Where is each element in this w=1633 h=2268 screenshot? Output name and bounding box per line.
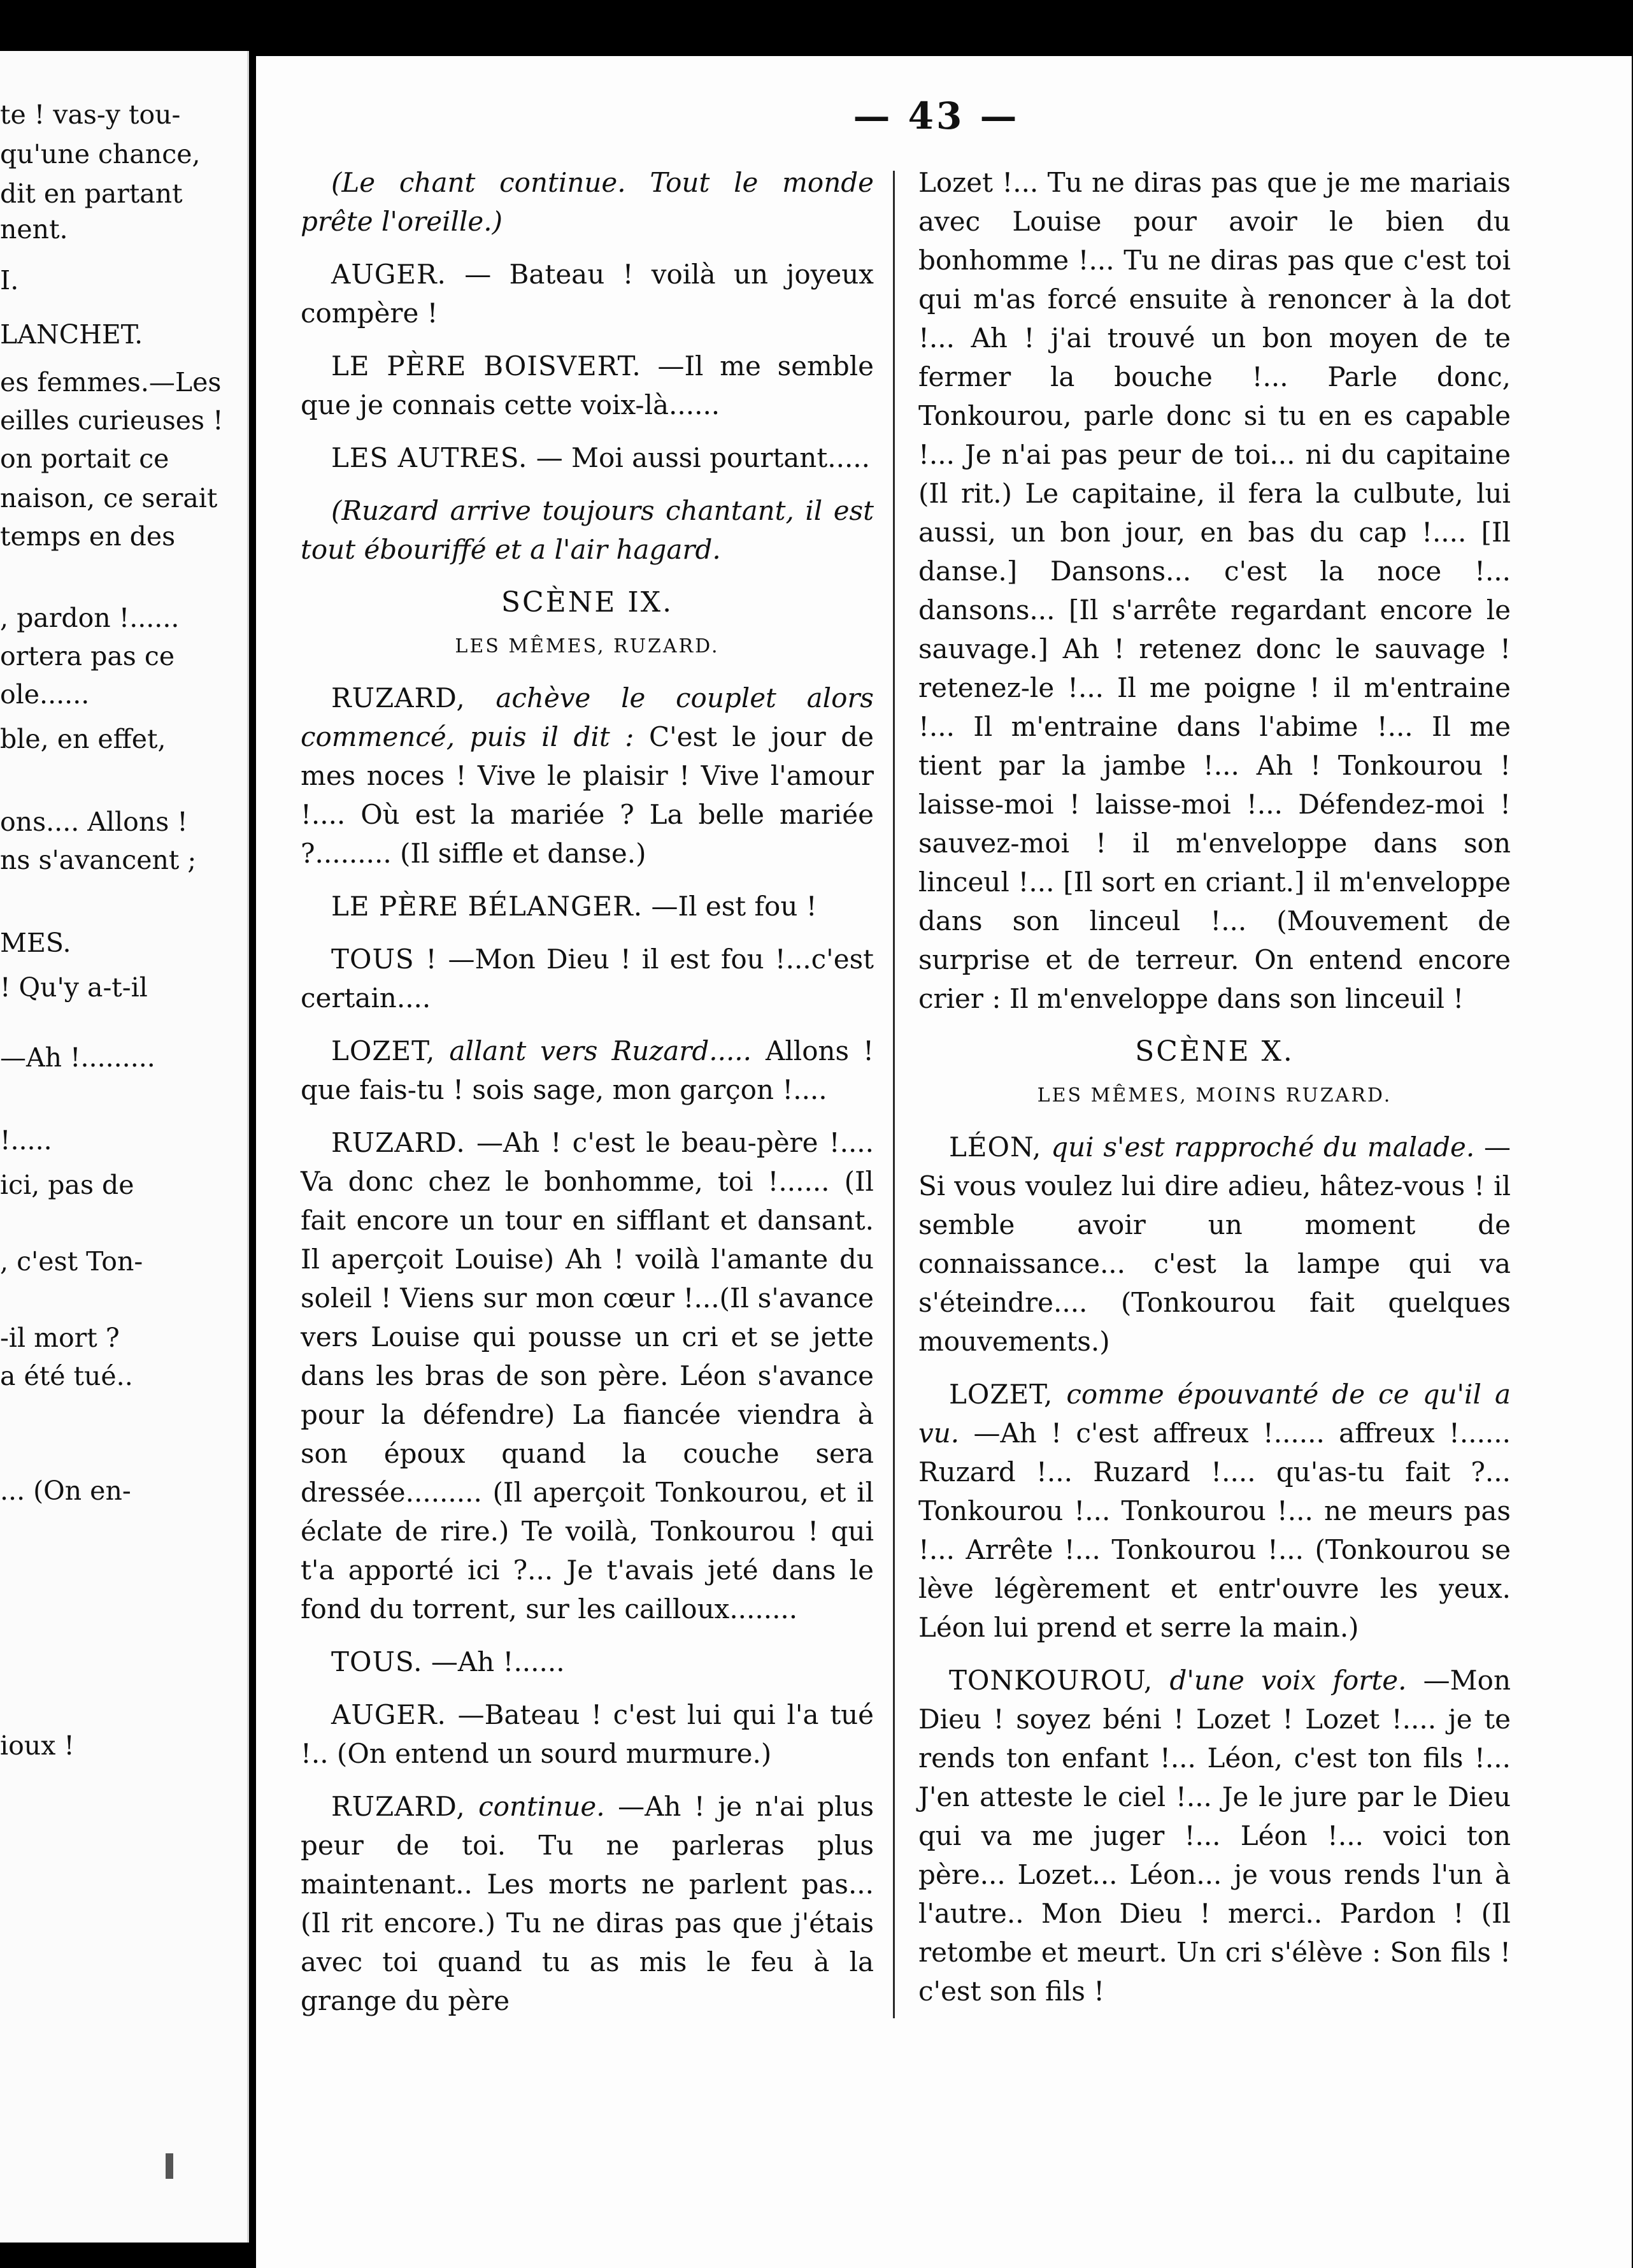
fragment-line: dit en partant [0, 178, 183, 209]
scene-cast: LES MÊMES, MOINS RUZARD. [1037, 1084, 1392, 1107]
dialogue-line [918, 1375, 1511, 1647]
speech-text: — Si vous voulez lui dire adieu, hâtez-vous ! il semble avoir un moment de connaissance... c'est la lampe qui va s'éteindre.... (Tonkourou fait quelques mouvements.) [918, 1131, 1511, 1357]
speaker-direction: comme épouvanté de ce qu'il a vu. [918, 1379, 1511, 1449]
dialogue-line [918, 1661, 1511, 2011]
fragment-line: a été tué.. [0, 1361, 133, 1391]
facing-page-fragment [0, 51, 249, 2243]
speaker-name: AUGER. [331, 1699, 446, 1730]
scan-mark [166, 2153, 173, 2179]
fragment-line: ... (On en- [0, 1475, 131, 1506]
dialogue-line [301, 438, 874, 477]
page-number: — 43 — [853, 94, 1020, 138]
speech-text: —Ah ! c'est le beau-père !.... Va donc chez le bonhomme, toi !...... (Il fait encore un tour en sifflant et dansant. Il aperçoit Louise) Ah ! voilà l'amante du soleil ! Viens sur mon cœur !...(Il s'avance vers Louise qui pousse un cri et se jette dans les bras de son père. Léon s'avance pour la défendre) La fiancée viendra à son époux quand la couche sera dressée......... (Il aperçoit Tonkourou, et il éclate de rire.) Te voilà, Tonkourou ! qui t'a apporté ici ?... Je t'avais jeté dans le fond du torrent, sur les cailloux........ [301, 1127, 874, 1625]
stage-direction: (Le chant continue. Tout le monde prête l'oreille.) [301, 167, 874, 237]
dialogue-line [301, 1787, 874, 2020]
speaker-direction: allant vers Ruzard..... [449, 1035, 752, 1066]
page [256, 56, 1632, 2268]
speaker-name: AUGER. [331, 259, 446, 290]
dialogue-line [301, 347, 874, 424]
dialogue-line [301, 255, 874, 333]
fragment-line: LANCHET. [0, 319, 143, 350]
fragment-line: , pardon !...... [0, 603, 180, 633]
dialogue-line [301, 1123, 874, 1628]
speaker-name: TONKOUROU, [949, 1665, 1153, 1696]
dialogue-line [301, 940, 874, 1017]
fragment-line: on portait ce [0, 443, 169, 474]
fragment-line: , c'est Ton- [0, 1246, 143, 1277]
speech-text: —Il me semble que je connais cette voix-là...... [301, 350, 874, 420]
fragment-line: ns s'avancent ; [0, 845, 197, 875]
fragment-line: I. [0, 265, 19, 296]
dialogue-line [301, 1031, 874, 1109]
speaker-direction: achève le couplet alors commencé, puis il dit : [301, 682, 874, 752]
speaker-name: LÉON, [949, 1131, 1042, 1163]
speech-text: —Mon Dieu ! il est fou !...c'est certain.... [301, 944, 874, 1014]
speaker-name: LE PÈRE BOISVERT. [331, 350, 641, 382]
fragment-line: -il mort ? [0, 1323, 120, 1353]
speaker-name: TOUS ! [331, 944, 438, 975]
speech-text: — Moi aussi pourtant..... [536, 442, 870, 473]
speech-text: —Il est fou ! [651, 891, 817, 922]
speaker-direction: qui s'est rapproché du malade. [1051, 1131, 1475, 1163]
speaker-name: LOZET, [331, 1035, 436, 1066]
fragment-line: ortera pas ce [0, 641, 175, 671]
fragment-line: eilles curieuses ! [0, 405, 224, 436]
fragment-line: ioux ! [0, 1730, 75, 1761]
speech-text: Allons ! que fais-tu ! sois sage, mon garçon !.... [301, 1035, 874, 1105]
speaker-name: LES AUTRES. [331, 442, 528, 473]
fragment-line: naison, ce serait [0, 483, 218, 513]
fragment-line: nent. [0, 214, 68, 245]
column-divider [893, 171, 895, 2018]
dialogue-line [301, 1695, 874, 1773]
speech-text: —Ah !...... [431, 1646, 565, 1677]
speaker-direction: d'une voix forte. [1169, 1665, 1407, 1696]
speech-text: —Mon Dieu ! soyez béni ! Lozet ! Lozet !.... je te rends ton enfant !... Léon, c'est ton fils !... J'en atteste le ciel !... Je le jure par le Dieu qui va me juger !... Léon !... voici ton père... Lozet... Léon... je vous rends l'un à l'autre.. Mon Dieu ! merci.. Pardon ! (Il retombe et meurt. Un cri s'élève : Son fils ! c'est son fils ! [918, 1665, 1511, 2007]
speech-text: —Bateau ! c'est lui qui l'a tué !.. (On entend un sourd murmure.) [301, 1699, 874, 1769]
left-column [301, 163, 874, 2034]
dialogue-line [301, 678, 874, 873]
dialogue-line [301, 887, 874, 926]
stage-direction: (Ruzard arrive toujours chantant, il est tout ébouriffé et a l'air hagard. [301, 495, 874, 565]
speech-text: — Bateau ! voilà un joyeux compère ! [301, 259, 874, 329]
speech-text: C'est le jour de mes noces ! Vive le plaisir ! Vive l'amour !.... Où est la mariée ? La belle mariée ?......... (Il siffle et danse.) [301, 721, 874, 869]
fragment-line: !..... [0, 1125, 52, 1156]
speech-text: —Ah ! c'est affreux !...... affreux !...... Ruzard !... Ruzard !.... qu'as-tu fait ?... Tonkourou !... Tonkourou !... ne meurs pas !... Arrête !... Tonkourou !... (Tonkourou se lève légèrement et entr'ouvre les yeux. Léon lui prend et serre la main.) [918, 1418, 1511, 1643]
scene-heading: SCÈNE X. [1135, 1035, 1294, 1068]
fragment-line: ons.... Allons ! [0, 807, 188, 837]
right-column [918, 163, 1511, 2025]
scene-cast: LES MÊMES, RUZARD. [455, 635, 720, 657]
speaker-name: RUZARD. [331, 1127, 466, 1158]
scene-heading: SCÈNE IX. [501, 586, 674, 619]
fragment-line: es femmes.—Les [0, 367, 222, 398]
fragment-line: te ! vas-y tou- [0, 99, 181, 130]
dialogue-continuation: Lozet !... Tu ne diras pas que je me mariais avec Louise pour avoir le bien du bonhomme !... Tu ne diras pas que c'est toi qui m'as forcé ensuite à renoncer à la dot !... Ah ! j'ai trouvé un bon moyen de te fermer la bouche !... Parle donc, Tonkourou, parle donc si tu en es capable !... Je n'ai pas peur de toi... ni du capitaine (Il rit.) Le capitaine, il fera la culbute, lui aussi, un bon jour, en bas du cap !.... [Il danse.] Dansons... c'est la noce !... dansons... [Il s'arrête regardant encore le sauvage.] Ah ! retenez donc le sauvage ! retenez-le !... Il me poigne ! il m'entraine !... Il m'entraine dans l'abime !... Il me tient par la jambe !... Ah ! Tonkourou ! laisse-moi ! laisse-moi !... Défendez-moi ! sauvez-moi ! il m'enveloppe dans son linceul !... [Il sort en criant.] il m'enveloppe dans son linceul !... (Mouvement de surprise et de terreur. On entend encore crier : Il m'enveloppe dans son linceuil ! [918, 167, 1511, 1014]
speaker-name: RUZARD, [331, 1791, 466, 1822]
speaker-name: LE PÈRE BÉLANGER. [331, 891, 643, 922]
speaker-direction: continue. [478, 1791, 605, 1822]
speech-text: —Ah ! je n'ai plus peur de toi. Tu ne parleras plus maintenant.. Les morts ne parlent pas... (Il rit encore.) Tu ne diras pas que j'étais avec toi quand tu as mis le feu à la grange du père [301, 1791, 874, 2016]
fragment-line: ici, pas de [0, 1170, 134, 1200]
fragment-line: ble, en effet, [0, 724, 166, 754]
speaker-name: LOZET, [949, 1379, 1053, 1410]
fragment-line: ole...... [0, 679, 90, 710]
dialogue-line [301, 1642, 874, 1681]
dialogue-line [918, 1128, 1511, 1361]
fragment-line: ! Qu'y a-t-il [0, 972, 148, 1003]
fragment-line: MES. [0, 928, 71, 958]
fragment-line: —Ah !......... [0, 1042, 155, 1073]
speaker-name: RUZARD, [331, 682, 466, 714]
fragment-line: temps en des [0, 521, 176, 552]
speaker-name: TOUS. [331, 1646, 423, 1677]
fragment-line: qu'une chance, [0, 139, 201, 169]
